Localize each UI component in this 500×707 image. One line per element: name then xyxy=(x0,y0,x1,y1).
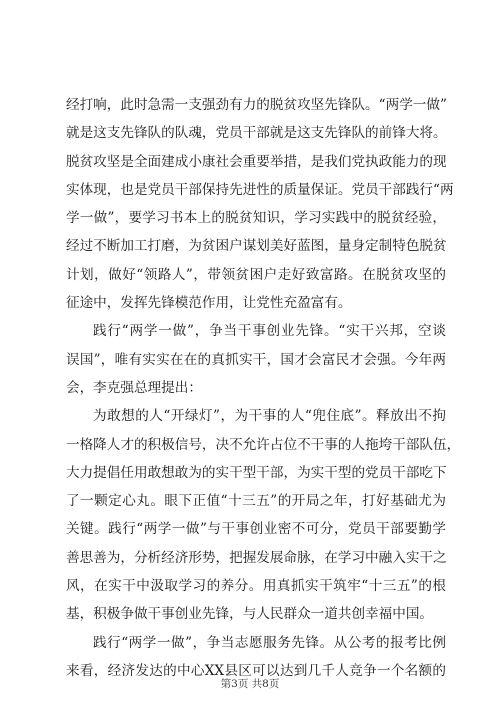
text-line: 脱贫攻坚是全面建成小康社会重要举措，是我们党执政能力的现 xyxy=(66,153,447,170)
text-line: 风，在实干中汲取学习的养分。用真抓实干筑牢“十三五”的根 xyxy=(66,578,446,595)
text-line: 基，积极争做干事创业先锋，与人民群众一道共创幸福中国。 xyxy=(66,606,434,623)
text-line: 大力提倡任用敢想敢为的实干型干部，为实干型的党员干部吃下 xyxy=(66,464,447,481)
text-line: 一格降人才的积极信号，决不允许占位不干事的人拖垮干部队伍， xyxy=(66,436,461,453)
paragraph-start-line: 践行“两学一做”，争当干事创业先锋。“实干兴邦，空谈 xyxy=(93,323,446,340)
paragraph-start-line: 践行“两学一做”，争当志愿服务先锋。从公考的报考比例 xyxy=(93,634,446,651)
text-line: 关键。践行“两学一做”与干事创业密不可分，党员干部要勤学 xyxy=(66,521,446,538)
text-line: 经打响，此时急需一支强劲有力的脱贫攻坚先锋队。“两学一做” xyxy=(66,97,447,113)
body-text xyxy=(66,91,461,685)
text-line: 善思善为，分析经济形势，把握发展命脉，在学习中融入实干之 xyxy=(66,549,447,566)
text-line: 实体现，也是党员干部保持先进性的质量保证。党员干部践行“两 xyxy=(66,181,454,198)
text-line: 计划，做好“领路人”，带领贫困户走好致富路。在脱贫攻坚的 xyxy=(66,266,446,283)
paragraph-start-line: 为敢想的人“开绿灯”，为干事的人“兜住底”。释放出不拘 xyxy=(93,408,446,425)
text-line: 就是这支先锋队的队魂，党员干部就是这支先锋队的前锋大将。 xyxy=(66,125,447,142)
text-line: 来看，经济发达的中心XX县区可以达到几千人竞争一个名额的 xyxy=(66,662,446,679)
text-line: 了一颗定心丸。眼下正值“十三五”的开局之年，打好基础尤为 xyxy=(66,493,446,510)
text-line: 误国”，唯有实实在在的真抓实干，国才会富民才会强。今年两 xyxy=(66,351,446,368)
text-line: 会，李克强总理提出： xyxy=(66,379,202,396)
text-line: 经过不断加工打磨，为贫困户谋划美好蓝图，量身定制特色脱贫 xyxy=(66,238,447,255)
page-number-footer: 第3页 共8页 xyxy=(220,678,280,690)
text-line: 征途中，发挥先锋模范作用，让党性充盈富有。 xyxy=(66,295,352,312)
text-line: 学一做”，要学习书本上的脱贫知识，学习实践中的脱贫经验， xyxy=(66,210,446,227)
